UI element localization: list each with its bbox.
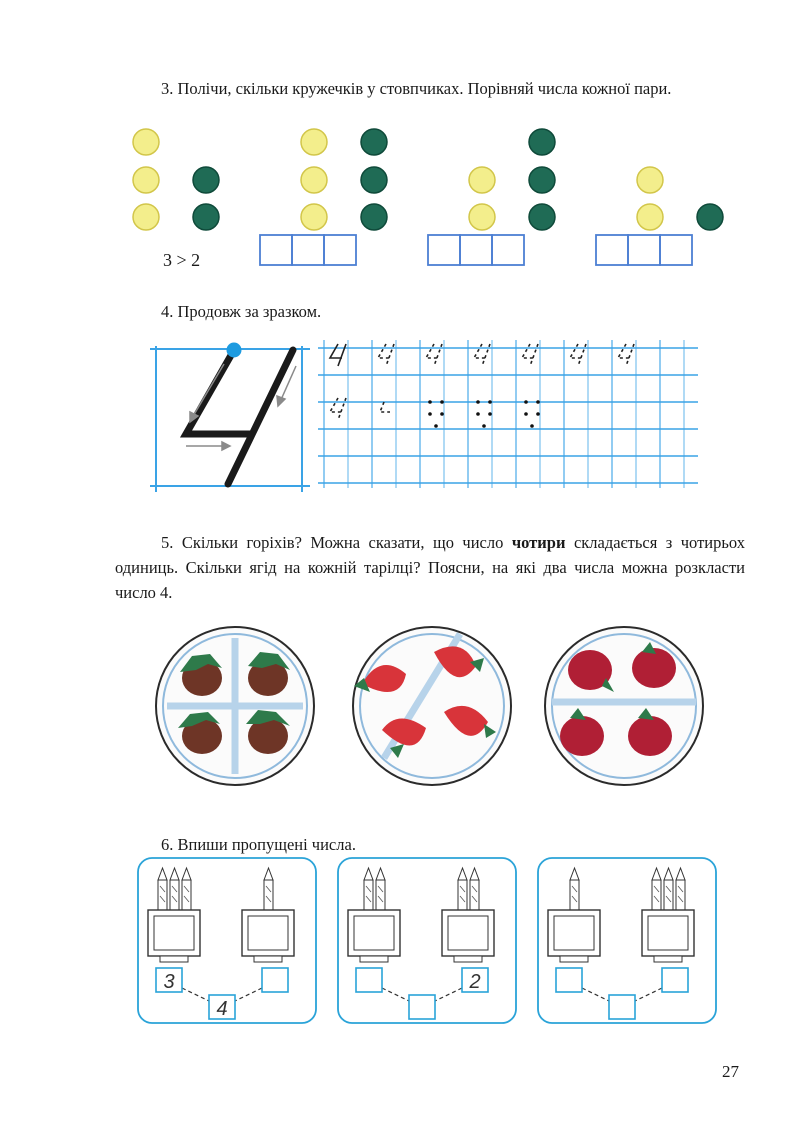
left-number-box[interactable] [356,968,382,992]
pencil-icon [570,868,579,912]
task5-bold-word: чотири [511,533,566,552]
guide-dot [488,400,492,404]
yellow-circle [133,167,159,193]
cup-icon [242,910,294,962]
connector-line [582,988,609,1001]
traced-four-row1 [570,344,586,366]
sum-number-box[interactable] [609,995,635,1019]
green-circle [193,204,219,230]
plate-strawberries [353,627,511,785]
traced-four-row1 [474,344,490,366]
guide-dot [524,412,528,416]
green-circle [361,204,387,230]
cup-icon [642,910,694,962]
connector-line [382,988,409,1001]
plate-raspberries [545,627,703,785]
task4-sample-digit-box [150,336,310,496]
comparison-answer-box[interactable] [460,235,492,265]
task6-heading: 6. Впиши пропущені числа. [161,835,356,854]
green-circle [361,129,387,155]
yellow-circle [469,204,495,230]
left-number-box[interactable] [556,968,582,992]
comparison-answer-box[interactable] [628,235,660,265]
green-circle [529,167,555,193]
comparison-answer-box[interactable] [292,235,324,265]
right-number-box[interactable] [262,968,288,992]
traced-four-row1 [330,344,346,366]
connector-line [635,988,662,1001]
guide-dot [428,412,432,416]
task4-heading: 4. Продовж за зразком. [161,302,322,321]
task5-plates-figure [150,612,750,802]
guide-dot [476,400,480,404]
guide-dot [536,400,540,404]
traced-four-row1 [378,344,394,366]
traced-four-row1 [618,344,634,366]
pencil-icon [264,868,273,912]
yellow-circle [133,129,159,155]
comparison-answer-box[interactable] [660,235,692,265]
comparison-answer-box[interactable] [324,235,356,265]
left-number-box-value: 3 [163,971,175,993]
plate-hazelnuts [156,627,314,785]
pencil-icon [158,868,167,912]
traced-four-row1 [426,344,442,366]
connector-line [235,988,262,1001]
comparison-answer-box[interactable] [596,235,628,265]
cup-icon [148,910,200,962]
sample-comparison: 3 > 2 [163,250,201,270]
sum-number-box-value: 4 [216,998,228,1020]
yellow-circle [637,167,663,193]
yellow-circle [133,204,159,230]
connector-line [435,988,462,1001]
guide-dot [488,412,492,416]
task5-text-part2: складається з чотирьох одиниць. Скільки ягід на кожній тарілці? Поясни, на які два числа можна розкласти число 4. [115,533,745,602]
task3-text-content: 3. Полічи, скільки кружечків у стовпчиках. Порівняй числа кожної пари. [161,79,672,98]
traced-four-row1 [522,344,538,366]
task5-text-part1: 5. Скільки горіхів? Можна сказати, що число [161,533,512,552]
task5-text [115,530,745,605]
guide-dot [530,424,534,428]
green-circle [697,204,723,230]
sum-number-box[interactable] [409,995,435,1019]
start-dot-icon [227,343,242,358]
connector-line [182,988,209,1001]
comparison-answer-box[interactable] [492,235,524,265]
green-circle [529,129,555,155]
traced-four-row2 [330,398,390,420]
guide-dot [434,424,438,428]
pencil-icon [652,868,661,912]
guide-dot [440,412,444,416]
pencil-icon [664,868,673,912]
green-circle [361,167,387,193]
guide-dot [428,400,432,404]
page-number: 27 [722,1062,739,1081]
pencil-icon [170,868,179,912]
pencil-icon [458,868,467,912]
yellow-circle [301,129,327,155]
pencil-icon [376,868,385,912]
pencil-icon [182,868,191,912]
guide-dot [482,424,486,428]
yellow-circle [637,204,663,230]
yellow-circle [301,167,327,193]
task4-practice-grid [318,336,698,496]
right-number-box[interactable] [662,968,688,992]
right-number-box-value: 2 [469,971,481,993]
cup-icon [548,910,600,962]
comparison-answer-box[interactable] [428,235,460,265]
task3-text [115,76,745,101]
cup-icon [442,910,494,962]
comparison-answer-box[interactable] [260,235,292,265]
pencil-icon [676,868,685,912]
green-circle [193,167,219,193]
yellow-circle [301,204,327,230]
cup-icon [348,910,400,962]
yellow-circle [469,167,495,193]
sample-digit-four [186,350,293,484]
green-circle [529,204,555,230]
guide-dot [476,412,480,416]
guide-dot [440,400,444,404]
task6-panels-figure [0,852,800,1032]
pencil-icon [470,868,479,912]
guide-dot [524,400,528,404]
guide-dot [536,412,540,416]
pencil-icon [364,868,373,912]
